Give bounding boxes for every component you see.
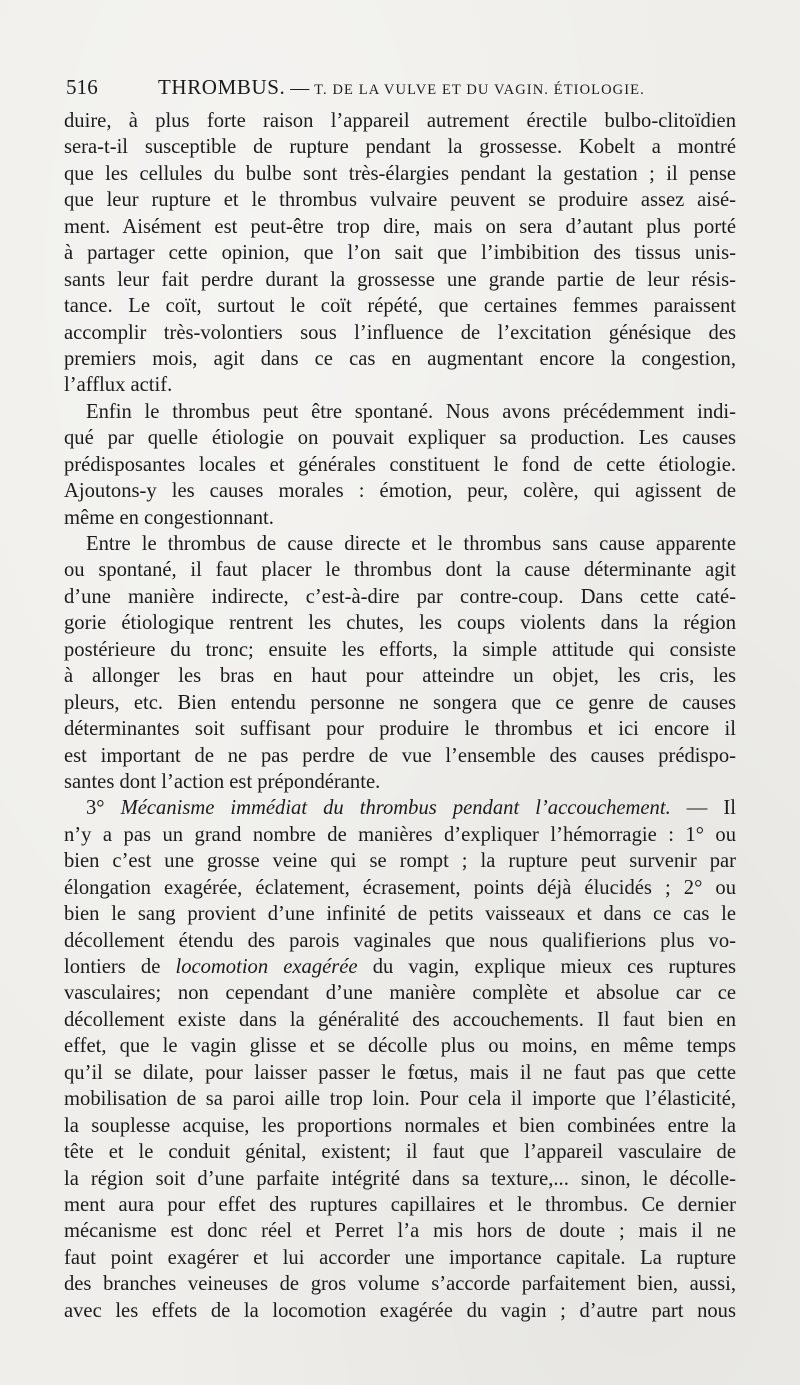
text-line: tance. Le coït, surtout le coït répété, que certaines femmes paraissent xyxy=(64,295,736,318)
text-line: gorie étiologique rentrent les chutes, les coups violents dans la région xyxy=(64,612,736,635)
text-line: à partager cette opinion, que l’on sait que l’imbibition des tissus unis- xyxy=(64,242,736,265)
running-head xyxy=(66,72,736,102)
text-line: Ajoutons-y les causes morales : émotion, peur, colère, qui agissent de xyxy=(64,480,736,503)
text-line: mobilisation de sa paroi aille trop loin. Pour cela il importe que l’élasticité, xyxy=(64,1088,736,1111)
text-line: sants leur fait perdre durant la grossesse une grande partie de leur résis- xyxy=(64,268,736,291)
text-span: lontiers de xyxy=(64,956,176,978)
text-line: décollement existe dans la généralité des accouchements. Il faut bien en xyxy=(64,1008,736,1031)
text-line: faut point exagérer et lui accorder une importance capitale. La rupture xyxy=(64,1246,736,1269)
text-line: vasculaires; non cependant d’une manière complète et absolue car ce xyxy=(64,982,736,1005)
text-line-with-italic xyxy=(64,954,736,980)
text-line: est important de ne pas perdre de vue l’ensemble des causes prédispo- xyxy=(64,744,736,767)
running-head-dash: — xyxy=(285,78,315,99)
text-line: premiers mois, agit dans ce cas en augmentant encore la congestion, xyxy=(64,347,736,370)
section-number: 3° xyxy=(86,797,105,820)
running-head-subtitle: T. DE LA VULVE ET DU VAGIN. ÉTIOLOGIE. xyxy=(314,82,645,98)
text-line: santes dont l’action est prépondérante. xyxy=(64,770,381,793)
text-line: bien c’est une grosse veine qui se rompt ; la rupture peut survenir par xyxy=(64,850,736,873)
text-line: pleurs, etc. Bien entendu personne ne songera que ce genre de causes xyxy=(64,691,736,714)
text-line: qué par quelle étiologie on pouvait expliquer sa production. Les causes xyxy=(64,427,736,450)
text-line: accomplir très-volontiers sous l’influence de l’excitation génésique des xyxy=(64,321,736,344)
text-line: qu’il se dilate, pour laisser passer le fœtus, mais il ne faut pas que cette xyxy=(64,1061,736,1084)
section-heading-continuation: — Il xyxy=(670,797,736,820)
text-line: élongation exagérée, éclatement, écrasement, points déjà élucidés ; 2° ou xyxy=(64,876,736,899)
italic-term: locomotion exagérée xyxy=(175,956,358,978)
text-line: n’y a pas un grand nombre de manières d’expliquer l’hémorragie : 1° ou xyxy=(64,823,736,846)
text-line: bien le sang provient d’une infinité de petits vaisseaux et dans ce cas le xyxy=(64,903,736,926)
paragraph-start-line: Enfin le thrombus peut être spontané. Nous avons précédemment indi- xyxy=(86,400,736,423)
text-line: que leur rupture et le thrombus vulvaire peuvent se produire assez aisé- xyxy=(64,189,736,212)
text-line: mécanisme est donc réel et Perret l’a mis hors de doute ; mais il ne xyxy=(64,1220,736,1243)
text-line: à allonger les bras en haut pour atteindre un objet, les cris, les xyxy=(64,665,736,688)
paragraph-start-line: Entre le thrombus de cause directe et le thrombus sans cause apparente xyxy=(86,533,736,555)
text-line: ment aura pour effet des ruptures capillaires et le thrombus. Ce dernier xyxy=(64,1193,736,1216)
text-line: que les cellules du bulbe sont très-élargies pendant la gestation ; il pense xyxy=(64,162,736,185)
text-line: même en congestionnant. xyxy=(64,506,274,529)
text-line: duire, à plus forte raison l’appareil autrement érectile bulbo-clitoïdien xyxy=(64,110,736,132)
text-line: déterminantes soit suffisant pour produire le thrombus et ici encore il xyxy=(64,718,736,741)
section-heading: Mécanisme immédiat du thrombus pendant l’accouchement. xyxy=(120,797,671,820)
section-heading-line xyxy=(64,795,736,821)
text-line: l’afflux actif. xyxy=(64,374,173,397)
text-line: la souplesse acquise, les proportions normales et bien combinées entre la xyxy=(64,1114,736,1137)
text-line: sera-t-il susceptible de rupture pendant la grossesse. Kobelt a montré xyxy=(64,136,736,159)
running-head-title: THROMBUS. xyxy=(158,75,286,99)
text-line: prédisposantes locales et générales constituent le fond de cette étiologie. xyxy=(64,453,736,476)
text-line: la région soit d’une parfaite intégrité dans sa texture,... sinon, le décolle- xyxy=(64,1167,736,1190)
text-line: ment. Aisément est peut-être trop dire, mais on sera d’autant plus porté xyxy=(64,215,736,238)
text-line: d’une manière indirecte, c’est-à-dire par contre-coup. Dans cette caté- xyxy=(64,585,736,608)
text-line: des branches veineuses de gros volume s’accorde parfaitement bien, aussi, xyxy=(64,1273,736,1296)
text-line: tête et le conduit génital, existent; il faut que l’appareil vasculaire de xyxy=(64,1141,736,1164)
text-line: effet, que le vagin glisse et se décolle plus ou moins, en même temps xyxy=(64,1035,736,1058)
text-line: décollement étendu des parois vaginales que nous qualifierions plus vo- xyxy=(64,929,736,952)
text-line: avec les effets de la locomotion exagérée du vagin ; d’autre part nous xyxy=(64,1299,736,1322)
text-line: postérieure du tronc; ensuite les efforts, la simple attitude qui consiste xyxy=(64,638,736,661)
page-number: 516 xyxy=(66,75,98,99)
text-span: du vagin, explique mieux ces ruptures xyxy=(357,956,736,978)
text-line: ou spontané, il faut placer le thrombus dont la cause déterminante agit xyxy=(64,559,736,582)
body-text xyxy=(64,108,736,1324)
